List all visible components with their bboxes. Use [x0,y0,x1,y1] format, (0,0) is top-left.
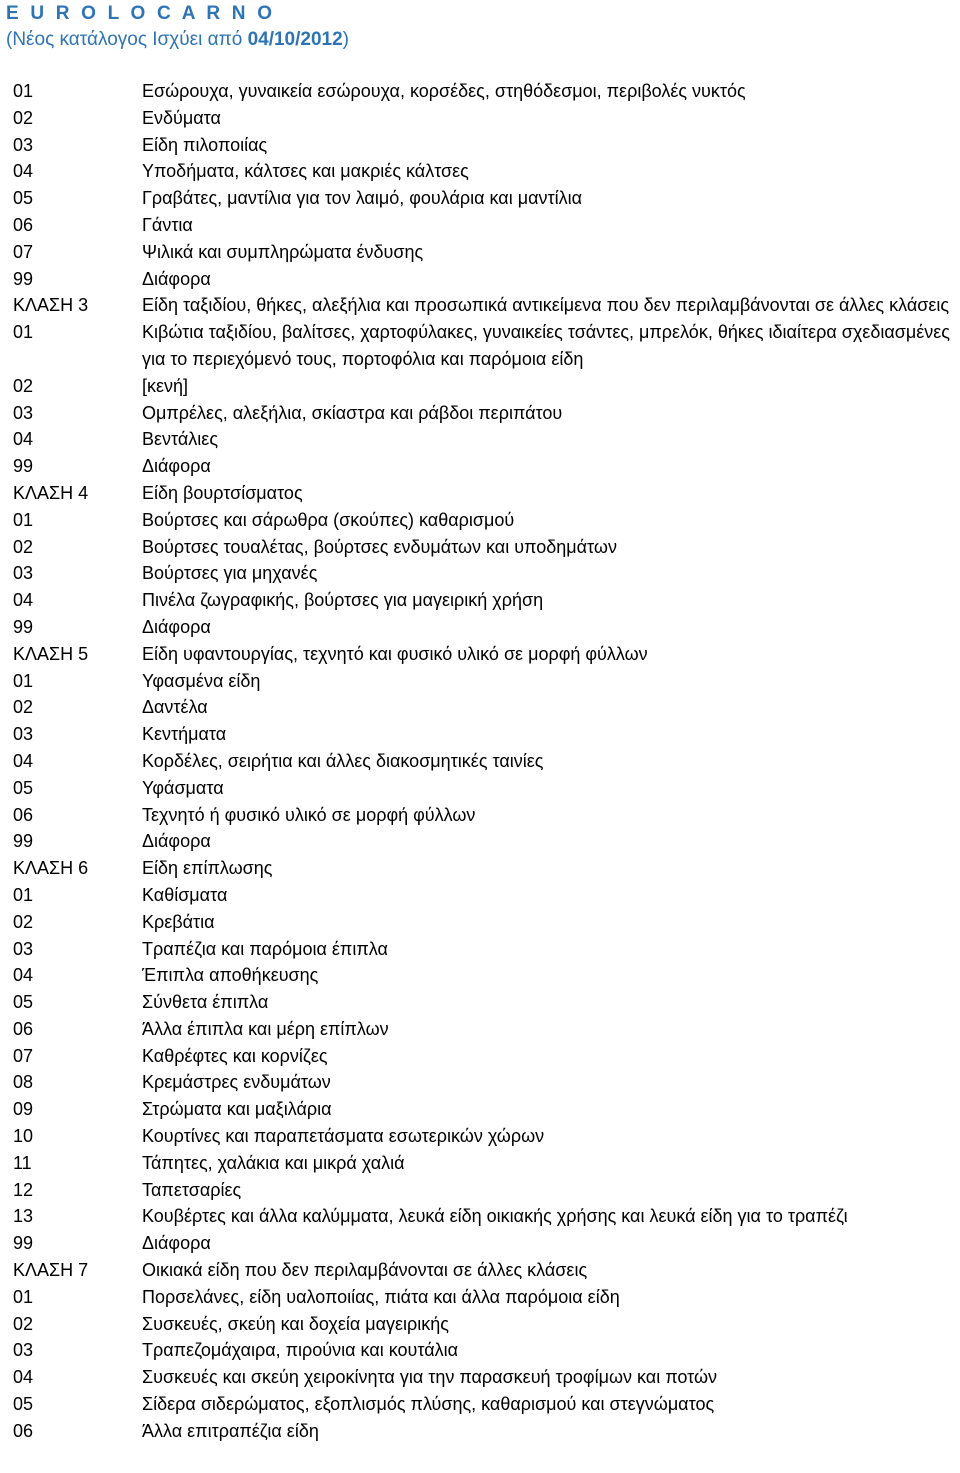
subclass-row [13,1364,960,1391]
row-description: Είδη υφαντουργίας, τεχνητό και φυσικό υλικό σε μορφή φύλλων [142,643,648,664]
row-description: Διάφορα [142,831,211,852]
subtitle-suffix: ) [342,29,349,50]
row-code: ΚΛΑΣΗ 6 [13,858,89,879]
row-code: 02 [13,536,34,557]
row-description: Είδη επίπλωσης [142,858,273,879]
row-code: 99 [13,616,34,637]
subclass-row [13,909,960,936]
row-description: Είδη ταξιδίου, θήκες, αλεξήλια και προσωπικά αντικείμενα που δεν περιλαμβάνονται σε άλλες κλάσεις [142,295,950,316]
row-code: 01 [13,81,34,101]
row-description: Άλλα έπιπλα και μέρη επίπλων [142,1018,389,1039]
subclass-row [13,507,960,534]
class-heading-row [13,292,960,319]
row-code: 06 [13,214,34,235]
row-description: Τραπέζια και παρόμοια έπιπλα [142,938,388,959]
subclass-row [13,1150,960,1177]
row-description: Υφασμένα είδη [142,670,261,691]
subclass-row [13,721,960,748]
row-code: 01 [13,322,34,343]
row-description: Γάντια [142,214,193,235]
row-code: 04 [13,590,34,611]
row-code: 04 [13,750,34,771]
class-heading-row [13,641,960,668]
row-description: Συσκευές και σκεύη χειροκίνητα για την παρασκευή τροφίμων και ποτών [142,1367,718,1388]
row-description: Καθίσματα [142,884,228,905]
row-code: 99 [13,268,34,289]
row-code: 05 [13,777,34,798]
subclass-row [13,534,960,561]
subclass-row [13,319,960,373]
subclass-row [13,775,960,802]
subclass-row [13,158,960,185]
row-description: Βεντάλιες [142,429,218,450]
row-description: Τάπητες, χαλάκια και μικρά χαλιά [142,1152,405,1173]
row-description: Κεντήματα [142,724,227,745]
subclass-row [13,1230,960,1257]
row-code: 04 [13,161,34,182]
row-description: Κουβέρτες και άλλα καλύμματα, λευκά είδη οικιακής χρήσης και λευκά είδη για το τραπέζι [142,1206,848,1227]
classification-list [13,78,960,1445]
row-code: 08 [13,1072,34,1093]
subclass-row [13,105,960,132]
subclass-row [13,426,960,453]
row-code: 07 [13,1045,34,1066]
subclass-row [13,802,960,829]
row-description: Κορδέλες, σειρήτια και άλλες διακοσμητικές ταινίες [142,750,544,771]
row-code: 02 [13,1313,34,1334]
row-description: Στρώματα και μαξιλάρια [142,1099,332,1120]
row-code: 06 [13,1420,34,1441]
row-description: Διάφορα [142,456,211,477]
row-code: 10 [13,1126,34,1147]
subclass-row [13,1203,960,1230]
row-description: Τεχνητό ή φυσικό υλικό σε μορφή φύλλων [142,804,476,825]
subclass-row [13,132,960,159]
subclass-row [13,185,960,212]
row-code: ΚΛΑΣΗ 4 [13,482,89,503]
row-description: Είδη πιλοποιίας [142,134,268,155]
row-description: Ταπετσαρίες [142,1179,242,1200]
row-code: 03 [13,938,34,959]
row-code: 06 [13,1018,34,1039]
row-description: Κουρτίνες και παραπετάσματα εσωτερικών χώρων [142,1126,545,1147]
row-description: Δαντέλα [142,697,208,718]
row-code: 03 [13,134,34,155]
subclass-row [13,1311,960,1338]
subclass-row [13,453,960,480]
row-code: 05 [13,188,34,209]
row-code: 01 [13,509,34,530]
row-code: 04 [13,429,34,450]
row-code: 02 [13,697,34,718]
row-description: Βούρτσες για μηχανές [142,563,318,584]
row-description: Διάφορα [142,268,211,289]
row-description: Τραπεζομάχαιρα, πιρούνια και κουτάλια [142,1340,459,1361]
row-code: 03 [13,724,34,745]
subclass-row [13,694,960,721]
row-description: Ενδύματα [142,107,221,128]
subtitle-prefix: (Νέος κατάλογος Ισχύει από [6,29,248,50]
subclass-row [13,1016,960,1043]
row-code: 12 [13,1179,34,1200]
row-code: 09 [13,1099,34,1120]
row-description: Έπιπλα αποθήκευσης [142,965,319,986]
subclass-row [13,1418,960,1445]
subclass-row [13,560,960,587]
class-heading-row [13,480,960,507]
row-code: 02 [13,375,34,396]
subclass-row [13,78,960,105]
subclass-row [13,239,960,266]
row-code: 05 [13,992,34,1013]
subclass-row [13,1177,960,1204]
row-code: 99 [13,456,34,477]
subclass-row [13,1123,960,1150]
row-code: ΚΛΑΣΗ 7 [13,1260,89,1281]
subclass-row [13,1391,960,1418]
row-description: Διάφορα [142,616,211,637]
subclass-row [13,828,960,855]
row-description: Βούρτσες τουαλέτας, βούρτσες ενδυμάτων και υποδημάτων [142,536,617,557]
subclass-row [13,614,960,641]
row-code: 11 [13,1152,32,1173]
row-code: 01 [13,884,34,905]
subclass-row [13,989,960,1016]
subclass-row [13,1069,960,1096]
row-description: Υποδήματα, κάλτσες και μακριές κάλτσες [142,161,469,182]
row-code: 05 [13,1394,34,1415]
subclass-row [13,882,960,909]
row-description: Ψιλικά και συμπληρώματα ένδυσης [142,241,424,262]
row-description: Εσώρουχα, γυναικεία εσώρουχα, κορσέδες, στηθόδεσμοι, περιβολές νυκτός [142,81,746,101]
subclass-row [13,587,960,614]
row-description: Πινέλα ζωγραφικής, βούρτσες για μαγειρική χρήση [142,590,544,611]
row-code: 03 [13,563,34,584]
subclass-row [13,962,960,989]
row-description: Κρεμάστρες ενδυμάτων [142,1072,331,1093]
subtitle [6,26,349,53]
row-description: Κιβώτια ταξιδίου, βαλίτσες, χαρτοφύλακες, γυναικείες τσάντες, μπρελόκ, θήκες ιδιαίτερα σχεδιασμένες για το περιεχόμενό τους, πορτοφόλια και παρόμοια είδη [142,322,950,369]
subclass-row [13,668,960,695]
row-description: Πορσελάνες, είδη υαλοποιίας, πιάτα και άλλα παρόμοια είδη [142,1286,620,1307]
subclass-row [13,212,960,239]
row-description: Οικιακά είδη που δεν περιλαμβάνονται σε άλλες κλάσεις [142,1260,588,1281]
row-description: [κενή] [142,375,189,396]
row-code: 06 [13,804,34,825]
row-code: 99 [13,831,34,852]
row-description: Ομπρέλες, αλεξήλια, σκίαστρα και ράβδοι περιπάτου [142,402,563,423]
subtitle-date: 04/10/2012 [247,29,343,50]
row-description: Συσκευές, σκεύη και δοχεία μαγειρικής [142,1313,449,1334]
row-code: ΚΛΑΣΗ 3 [13,295,89,316]
row-code: 07 [13,241,34,262]
document-header [6,2,349,53]
row-code: 03 [13,1340,34,1361]
row-code: 03 [13,402,34,423]
subclass-row [13,936,960,963]
subclass-row [13,1043,960,1070]
row-code: ΚΛΑΣΗ 5 [13,643,89,664]
subclass-row [13,373,960,400]
subclass-row [13,1284,960,1311]
row-description: Σύνθετα έπιπλα [142,992,269,1013]
row-description: Άλλα επιτραπέζια είδη [142,1420,319,1441]
row-description: Σίδερα σιδερώματος, εξοπλισμός πλύσης, καθαρισμού και στεγνώματος [142,1394,715,1415]
row-code: 04 [13,965,34,986]
row-description: Καθρέφτες και κορνίζες [142,1045,328,1066]
row-code: 13 [13,1206,34,1227]
subclass-row [13,400,960,427]
subclass-row [13,266,960,293]
row-code: 01 [13,1286,34,1307]
row-code: 01 [13,670,34,691]
row-code: 02 [13,911,34,932]
brand-title: E U R O L O C A R N O [6,3,276,24]
class-heading-row [13,855,960,882]
row-description: Βούρτσες και σάρωθρα (σκούπες) καθαρισμού [142,509,515,530]
row-description: Διάφορα [142,1233,211,1254]
subclass-row [13,1096,960,1123]
row-description: Υφάσματα [142,777,224,798]
row-description: Γραβάτες, μαντίλια για τον λαιμό, φουλάρια και μαντίλια [142,188,582,209]
subclass-row [13,748,960,775]
row-description: Κρεβάτια [142,911,215,932]
subclass-row [13,1337,960,1364]
row-code: 99 [13,1233,34,1254]
row-code: 04 [13,1367,34,1388]
row-code: 02 [13,107,34,128]
class-heading-row [13,1257,960,1284]
row-description: Είδη βουρτσίσματος [142,482,303,503]
